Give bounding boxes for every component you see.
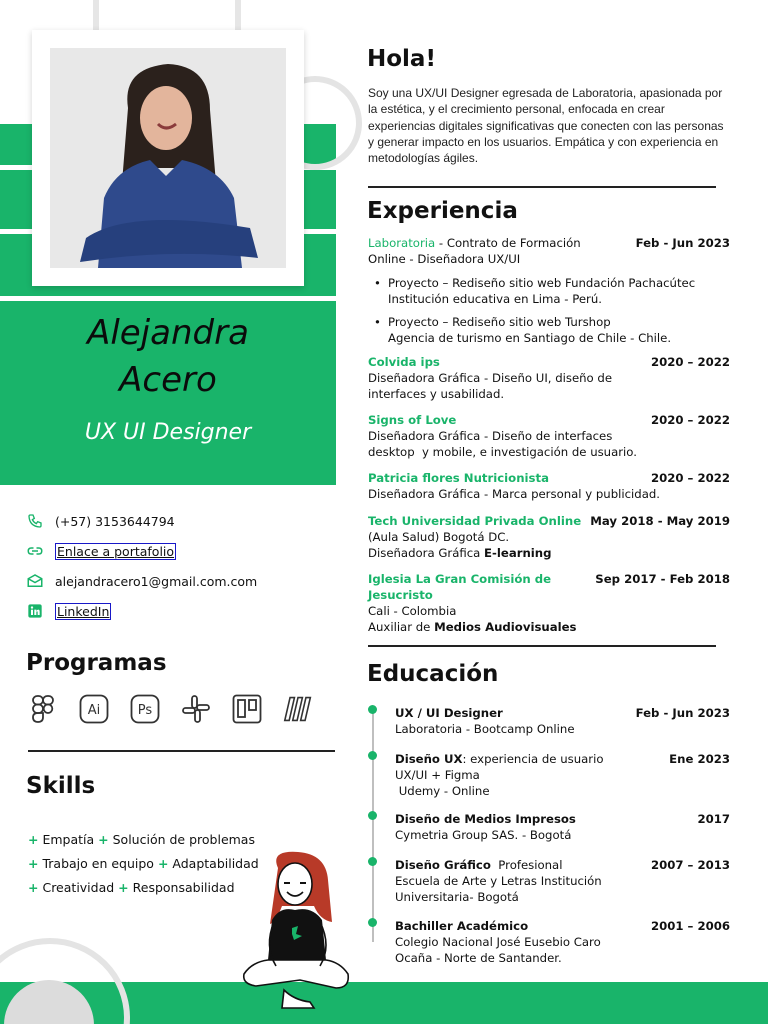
- education-title: UX / UI Designer: [395, 706, 503, 720]
- education-entry: Diseño UX: experiencia de usuario Ene 2023 UX/UI + Figma Udemy - Online: [395, 752, 730, 798]
- photoshop-icon: [130, 694, 160, 724]
- job-entry: [368, 412, 730, 460]
- name-last: Acero: [119, 360, 217, 400]
- education-desc: Escuela de Arte y Letras Institución: [395, 874, 602, 888]
- job-bullet: • Proyecto – Rediseño sitio web Turshop Agencia de turismo en Santiago de Chile - Chile.: [368, 314, 730, 346]
- job-desc: Diseñadora Gráfica - Diseño de interfaces: [368, 429, 613, 443]
- ps-label: Ps: [137, 703, 153, 718]
- education-timeline: [372, 710, 374, 942]
- job-desc: Diseñadora Gráfica - Marca personal y publicidad.: [368, 487, 661, 501]
- skills-row: [28, 856, 259, 871]
- job-org: Signs of Love: [368, 413, 457, 427]
- job-date: 2020 – 2022: [650, 355, 730, 369]
- name-first: Alejandra: [87, 313, 249, 353]
- job-bullets: [368, 275, 730, 346]
- education-title: Bachiller Académico: [395, 919, 529, 933]
- ai-label: Ai: [87, 703, 101, 718]
- job-entry: [368, 513, 730, 561]
- job-desc: Diseñadora Gráfica - Diseño UI, diseño de: [368, 371, 613, 385]
- timeline-dot: [368, 918, 377, 927]
- education-title: Diseño Gráfico: [395, 858, 491, 872]
- education-desc: Universitaria- Bogotá: [395, 890, 519, 904]
- job-org: Tech Universidad Privada Online: [368, 514, 582, 528]
- figma-icon: [28, 694, 58, 724]
- job-desc: Auxiliar de Medios Audiovisuales: [368, 620, 577, 634]
- miro-icon: [283, 694, 313, 724]
- name-title: [40, 310, 296, 404]
- illustrator-icon: [79, 694, 109, 724]
- education-entry: Diseño Gráfico Profesional 2007 – 2013 Escuela de Arte y Letras Institución Universitaria- Bogotá: [395, 858, 730, 904]
- job-org: Patricia flores Nutricionista: [368, 471, 549, 485]
- education-desc: Colegio Nacional José Eusebio Caro: [395, 935, 601, 949]
- hola-heading: Hola!: [367, 46, 436, 72]
- job-entry: [368, 354, 730, 402]
- skill-item: Trabajo en equipo: [42, 856, 154, 871]
- job-bullet: • Proyecto – Rediseño sitio web Fundación Pachacútec Institución educativa en Lima - Perú.: [368, 275, 730, 307]
- education-heading: Educación: [367, 661, 499, 687]
- photo-frame: [32, 30, 304, 286]
- job-desc: Diseñadora Gráfica E-learning: [368, 546, 552, 560]
- education-desc: UX/UI + Figma: [395, 768, 480, 782]
- education-date: 2007 – 2013: [650, 858, 730, 872]
- job-role: - Contrato de Formación: [435, 236, 581, 250]
- skill-item: Solución de problemas: [112, 832, 255, 847]
- education-desc: Udemy - Online: [395, 784, 490, 798]
- plus-icon: +: [98, 832, 109, 847]
- skills-heading: Skills: [26, 773, 96, 799]
- plus-icon: +: [157, 856, 169, 871]
- job-org: Colvida ips: [368, 355, 440, 369]
- job-desc: interfaces y usabilidad.: [368, 387, 505, 401]
- job-org: Jesucristo: [368, 588, 433, 602]
- mail-icon: [26, 572, 44, 590]
- contact-email: [26, 571, 257, 591]
- education-title: Diseño UX: [395, 752, 463, 766]
- job-desc: (Aula Salud) Bogotá DC.: [368, 530, 510, 544]
- education-date: 2001 – 2006: [650, 919, 730, 933]
- timeline-dot: [368, 705, 377, 714]
- education-date: 2017: [697, 812, 730, 826]
- deco-line: [0, 296, 336, 301]
- education-entry: [395, 918, 730, 966]
- contact-phone: [26, 511, 175, 531]
- education-desc: Ocaña - Norte de Santander.: [395, 951, 562, 965]
- timeline-dot: [368, 751, 377, 760]
- plus-icon: +: [118, 880, 129, 895]
- avatar-illustration: [240, 850, 355, 1012]
- job-date: Feb - Jun 2023: [635, 236, 730, 250]
- job-date: 2020 – 2022: [650, 471, 730, 485]
- education-desc: Laboratoria - Bootcamp Online: [395, 722, 575, 736]
- programs-heading: Programas: [26, 650, 167, 676]
- trello-icon: [232, 694, 262, 724]
- right-divider: [368, 186, 716, 188]
- job-date: Sep 2017 - Feb 2018: [595, 572, 730, 586]
- left-divider: [28, 750, 335, 752]
- profile-photo: [50, 48, 286, 268]
- education-entry: [395, 705, 730, 737]
- job-org: Laboratoria: [368, 236, 436, 250]
- skill-item: Responsabilidad: [132, 880, 235, 895]
- timeline-dot: [368, 811, 377, 820]
- phone-icon: [26, 512, 44, 530]
- hola-paragraph: Soy una UX/UI Designer egresada de Laboratoria, apasionada por la estética, y el crecimiento personal, enfocada en crear experiencias digitales significativas que conecten con las personas y generar impacto en los usuarios. Empática y con experiencia en metodologías ágiles.: [368, 86, 724, 166]
- right-divider: [368, 645, 716, 647]
- education-desc: Cymetria Group SAS. - Bogotá: [395, 828, 572, 842]
- deco-line: [235, 0, 241, 30]
- skill-item: Adaptabilidad: [172, 856, 259, 871]
- skills-row: [28, 880, 235, 895]
- portfolio-link[interactable]: Enlace a portafolio: [57, 543, 175, 559]
- plus-icon: +: [28, 832, 39, 847]
- deco-line: [93, 0, 99, 30]
- job-entry: [368, 235, 730, 353]
- job-entry: [368, 571, 730, 635]
- contact-linkedin[interactable]: [26, 601, 111, 621]
- job-desc: Cali - Colombia: [368, 604, 457, 618]
- timeline-dot: [368, 857, 377, 866]
- job-role-line: Online - Diseñadora UX/UI: [368, 252, 521, 266]
- job-date: 2020 – 2022: [650, 413, 730, 427]
- linkedin-icon: [26, 602, 44, 620]
- job-entry: [368, 470, 730, 502]
- contact-portfolio[interactable]: [26, 541, 176, 561]
- email-text: alejandracero1@gmail.com.com: [55, 573, 258, 589]
- job-org: Iglesia La Gran Comisión de: [368, 572, 552, 586]
- education-entry: [395, 811, 730, 843]
- plus-icon: +: [28, 880, 39, 895]
- skill-item: Empatía: [42, 832, 95, 847]
- phone-text: (+57) 3153644794: [55, 513, 175, 529]
- slack-icon: [181, 694, 211, 724]
- job-desc: desktop y mobile, e investigación de usuario.: [368, 445, 637, 459]
- experience-heading: Experiencia: [367, 198, 518, 224]
- plus-icon: +: [28, 856, 39, 871]
- job-date: May 2018 - May 2019: [590, 514, 730, 528]
- role-title: UX UI Designer: [84, 420, 252, 445]
- skill-item: Creatividad: [42, 880, 115, 895]
- link-icon: [26, 542, 44, 560]
- programs-list: [28, 694, 313, 724]
- education-date: Ene 2023: [669, 752, 730, 766]
- education-date: Feb - Jun 2023: [635, 706, 730, 720]
- education-title: Diseño de Medios Impresos: [395, 812, 576, 826]
- skills-row: [28, 832, 255, 847]
- linkedin-link[interactable]: LinkedIn: [57, 603, 110, 619]
